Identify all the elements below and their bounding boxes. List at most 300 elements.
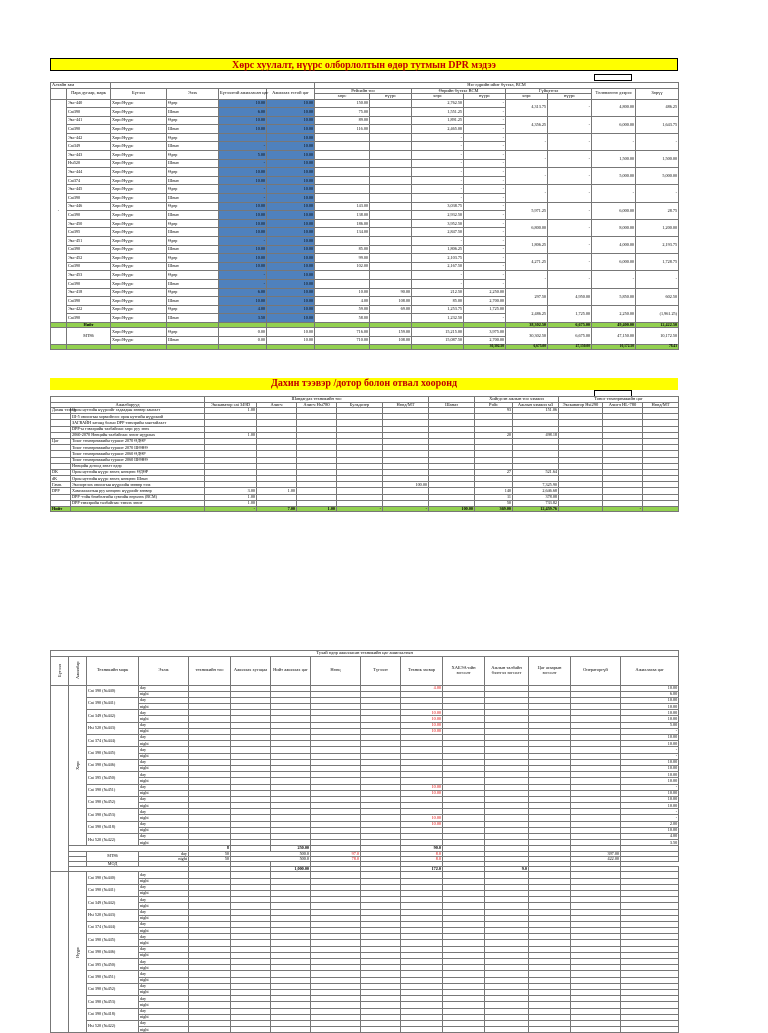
cell: 5,000.00 bbox=[636, 168, 679, 185]
cell: 2,646.68 bbox=[513, 488, 559, 494]
cell bbox=[361, 1027, 401, 1033]
cell: DPP-ы тэвхэрийн талбайгаас хөрс руу зөөх bbox=[71, 426, 205, 432]
cell: - bbox=[412, 133, 464, 142]
cell: 3,975.00 bbox=[464, 328, 506, 337]
cell: - bbox=[412, 142, 464, 151]
cell: Хөрс/Нүүрс bbox=[111, 168, 167, 177]
cell: - bbox=[636, 271, 679, 288]
sub-header: нүүрс bbox=[464, 94, 506, 100]
cell: 108.00 bbox=[370, 336, 412, 345]
cell: - bbox=[412, 194, 464, 203]
machine-name: Cat 395 (№450) bbox=[87, 959, 139, 971]
cell: Шөнө bbox=[167, 142, 219, 151]
cell bbox=[370, 194, 412, 203]
cell: 5,850.00 bbox=[592, 288, 636, 305]
cell: - bbox=[219, 279, 267, 288]
machine-name: Cat 395 (№450) bbox=[87, 772, 139, 784]
cell: 47,150.00 bbox=[592, 328, 636, 345]
col-header: Өөрийн бүтээл BCM bbox=[412, 88, 506, 94]
cell: - bbox=[383, 507, 429, 512]
cell: 143.00 bbox=[315, 202, 370, 211]
sub-header: нүүрс bbox=[548, 94, 592, 100]
cell: - bbox=[464, 151, 506, 160]
table-row bbox=[51, 99, 679, 108]
cell: - bbox=[464, 116, 506, 125]
rehaul-table bbox=[50, 396, 679, 512]
cell: 7,325.90 bbox=[513, 482, 559, 488]
cell: 1,643.75 bbox=[636, 116, 679, 133]
cell bbox=[370, 108, 412, 117]
cell: - bbox=[621, 784, 679, 790]
cell: - bbox=[636, 185, 679, 202]
shift: day bbox=[139, 996, 189, 1002]
cell: - bbox=[219, 194, 267, 203]
shift: day bbox=[139, 946, 189, 952]
cell: 4,800.00 bbox=[592, 99, 636, 116]
cell: Экс-422 bbox=[67, 305, 111, 314]
cell: Шөнө bbox=[167, 211, 219, 220]
cell: - bbox=[506, 185, 548, 202]
cell: Экспортлох овоолгын нүүрсийн зөөвөр тээх bbox=[71, 482, 205, 488]
cell: - bbox=[464, 99, 506, 108]
cell: Тохог төхөөрөмжийн туршлт 2070 ШӨНӨ bbox=[71, 445, 205, 451]
cell: 3.50 bbox=[219, 314, 267, 323]
cell: 2,103.75 bbox=[412, 254, 464, 263]
cell bbox=[315, 194, 370, 203]
cell: 500.0 bbox=[231, 851, 311, 856]
cell: 10.00 bbox=[267, 305, 315, 314]
cell bbox=[621, 1027, 679, 1033]
cell: 8 bbox=[189, 846, 231, 851]
machine-name: Cat 349 (№442) bbox=[87, 897, 139, 909]
cell: 7.00 bbox=[257, 507, 297, 512]
cell: 85.00 bbox=[315, 245, 370, 254]
cell: 10.00 bbox=[621, 685, 679, 691]
cell: 10.00 bbox=[315, 288, 370, 297]
shift: day bbox=[139, 759, 189, 765]
cell: Cat390 bbox=[67, 262, 111, 271]
cell: 10.00 bbox=[219, 219, 267, 228]
cell: - bbox=[464, 271, 506, 280]
cell: Экс-453 bbox=[67, 271, 111, 280]
cell: 10,172.50 bbox=[636, 328, 679, 345]
col-header: Ажиллагаа цаг bbox=[621, 656, 679, 685]
cell: 10.00 bbox=[219, 99, 267, 108]
cell: 10.00 bbox=[621, 735, 679, 741]
cell: 6,000.00 bbox=[592, 254, 636, 271]
cell: Хөрс/Нүүрс bbox=[111, 108, 167, 117]
cell: 3,952.50 bbox=[412, 219, 464, 228]
cell: 6,675.00 bbox=[506, 345, 548, 350]
shift: day bbox=[139, 971, 189, 977]
col-header: Цаг агаарын зогсолт bbox=[529, 656, 571, 685]
cell: 38,302.50 bbox=[506, 322, 548, 327]
cell bbox=[401, 1027, 443, 1033]
sub-header: нүүрс bbox=[370, 94, 412, 100]
cell: 10.00 bbox=[267, 159, 315, 168]
cell bbox=[443, 1027, 485, 1033]
cell: Хөрс/Нүүрс bbox=[111, 262, 167, 271]
cell: 733.82 bbox=[513, 500, 559, 506]
cell: Дахин тээвэр bbox=[52, 407, 76, 413]
cell bbox=[315, 151, 370, 160]
cell: 369.00 bbox=[475, 507, 513, 512]
cell: Хөрс/Нүүрс bbox=[111, 151, 167, 160]
cell: 10.00 bbox=[267, 125, 315, 134]
cell: 15,215.00 bbox=[412, 328, 464, 337]
cell bbox=[370, 271, 412, 280]
col-header: Техникийн марк bbox=[87, 656, 139, 685]
side-cell bbox=[51, 328, 67, 345]
cell: - bbox=[464, 211, 506, 220]
cell: Экс-442 bbox=[67, 133, 111, 142]
cell: 47,150.00 bbox=[548, 345, 592, 350]
cell: (1,961.25) bbox=[636, 305, 679, 322]
cell: - bbox=[464, 194, 506, 203]
cell: 10.00 bbox=[219, 297, 267, 306]
shift: day bbox=[139, 909, 189, 915]
cell: 10.00 bbox=[401, 722, 443, 728]
cell: 10.00 bbox=[621, 704, 679, 710]
side-cell: - bbox=[51, 99, 67, 322]
machine-name: Cat 374 (№444) bbox=[87, 921, 139, 933]
cell: Экс-452 bbox=[67, 254, 111, 263]
shift: night bbox=[139, 989, 189, 995]
cell bbox=[621, 856, 679, 861]
col-header: Шаназ bbox=[429, 402, 475, 408]
cell: - bbox=[592, 271, 636, 288]
cell: 10.00 bbox=[219, 228, 267, 237]
col-header: ХАБЭА-ийн зогсолт bbox=[443, 656, 485, 685]
cell: - bbox=[464, 228, 506, 237]
shift: night bbox=[139, 716, 189, 722]
cell: Орон нутгийн нүүрс зөөлт, нөөцөөс Шөнө bbox=[71, 476, 205, 482]
cell: 5.00 bbox=[621, 722, 679, 728]
shift: night bbox=[139, 790, 189, 796]
cell: 1,891.25 bbox=[412, 116, 464, 125]
cell: 250.00 bbox=[271, 846, 311, 851]
cell: 10.00 bbox=[267, 271, 315, 280]
cell: 500.0 bbox=[231, 856, 311, 861]
table-row bbox=[51, 185, 679, 194]
cell bbox=[231, 1027, 271, 1033]
cell: - bbox=[548, 237, 592, 254]
cell bbox=[315, 133, 370, 142]
cell: - bbox=[219, 237, 267, 246]
cell: Хөрс/Нүүрс bbox=[111, 219, 167, 228]
shift: day bbox=[139, 710, 189, 716]
cell: 8.0 bbox=[401, 851, 443, 856]
cell: 116.00 bbox=[315, 125, 370, 134]
cell: - bbox=[464, 202, 506, 211]
cell: 10.00 bbox=[621, 772, 679, 778]
shift: night bbox=[139, 753, 189, 759]
cell: 6,800.00 bbox=[506, 219, 548, 236]
cell: - bbox=[464, 142, 506, 151]
cell: 10.00 bbox=[267, 211, 315, 220]
shift: night bbox=[139, 827, 189, 833]
cell: 6.00 bbox=[621, 691, 679, 697]
cell: 28.75 bbox=[636, 202, 679, 219]
cell: 10.00 bbox=[267, 262, 315, 271]
shift: night bbox=[139, 928, 189, 934]
cell: 49,400.00 bbox=[592, 322, 636, 327]
cell: Шөнө bbox=[167, 108, 219, 117]
cell bbox=[51, 322, 67, 327]
cell: Өдөр bbox=[167, 185, 219, 194]
cell: 89.00 bbox=[315, 116, 370, 125]
cell: 138.00 bbox=[315, 211, 370, 220]
cell: 498.18 bbox=[513, 432, 559, 438]
cell: 2,167.50 bbox=[412, 262, 464, 271]
cell: Шөнө bbox=[167, 194, 219, 203]
cell: 75.00 bbox=[315, 108, 370, 117]
cell: 30,302.50 bbox=[506, 328, 548, 345]
cell: - bbox=[548, 202, 592, 219]
cell: - bbox=[621, 809, 679, 815]
cell bbox=[643, 507, 679, 512]
cell bbox=[271, 1027, 311, 1033]
cell: 10.00 bbox=[267, 245, 315, 254]
machine-name: Cat 390 (№446) bbox=[87, 946, 139, 958]
cell: Экс-440 bbox=[67, 99, 111, 108]
cell: 10.00 bbox=[401, 710, 443, 716]
cell: 10.00 bbox=[267, 185, 315, 194]
shift: day bbox=[139, 784, 189, 790]
cell: 2060-2070 Нөөцийн талбайгаас зөөлт нүүрлых bbox=[71, 432, 205, 438]
shift: day bbox=[139, 884, 189, 890]
cell: - bbox=[548, 168, 592, 185]
shift: night bbox=[139, 728, 189, 734]
cell: Хөрс/Нүүрс bbox=[111, 328, 167, 337]
cell: - bbox=[464, 125, 506, 134]
cell: Cat390 bbox=[67, 279, 111, 288]
cell: 0.00 bbox=[219, 336, 267, 345]
cell: Өдөр bbox=[167, 219, 219, 228]
table-row bbox=[51, 254, 679, 263]
shift: night bbox=[139, 778, 189, 784]
cell: Хөрс/Нүүрс bbox=[111, 99, 167, 108]
sub-header: хөрс bbox=[506, 94, 548, 100]
cell: Өдөр bbox=[167, 151, 219, 160]
table-row bbox=[51, 219, 679, 228]
cell bbox=[370, 159, 412, 168]
cell bbox=[51, 345, 67, 350]
cell: 108.00 bbox=[370, 297, 412, 306]
cell: 4,313.75 bbox=[506, 99, 548, 116]
cell: 100.00 bbox=[429, 507, 475, 512]
cell: 10.00 bbox=[267, 228, 315, 237]
cell: Өдөр bbox=[167, 168, 219, 177]
rehaul-title-banner: Дахин тээвэр /дотор болон отвал хооронд bbox=[50, 378, 678, 390]
cell: 20 bbox=[475, 432, 513, 438]
col-header: Элэх bbox=[167, 88, 219, 99]
section-label: Хөрс bbox=[69, 685, 87, 846]
cell bbox=[370, 345, 412, 350]
cell: 172.0 bbox=[401, 867, 443, 872]
cell: Нийт bbox=[67, 322, 111, 327]
cell: 212.50 bbox=[412, 288, 464, 297]
cell: Экс-443 bbox=[67, 151, 111, 160]
machine-name: Cat 390 (№445) bbox=[87, 934, 139, 946]
cell: Хөрс/Нүүрс bbox=[111, 159, 167, 168]
cell: Нөөцийн дотоод зөөлт өдөр bbox=[71, 463, 205, 469]
col-header: Нийт ажиллах цаг bbox=[271, 656, 311, 685]
cell bbox=[412, 345, 464, 350]
cell: 10.00 bbox=[219, 168, 267, 177]
cell: 10.00 bbox=[267, 336, 315, 345]
cell: 3.50 bbox=[621, 840, 679, 846]
cell: - bbox=[636, 133, 679, 150]
cell: 10.00 bbox=[267, 288, 315, 297]
cell: 10.00 bbox=[621, 803, 679, 809]
machine-name: Hsi 520 (№422) bbox=[87, 1020, 139, 1032]
cell: 2,250.00 bbox=[464, 288, 506, 297]
cell bbox=[370, 202, 412, 211]
cell: 6.00 bbox=[219, 288, 267, 297]
col-header: Бульдозер bbox=[337, 402, 383, 408]
cell bbox=[219, 133, 267, 142]
cell: Тохог төхөөрөмжийн туршлт 2070 ӨДӨР bbox=[71, 438, 205, 444]
cell: 4.00 bbox=[401, 685, 443, 691]
machine-name: Cat 390 (№453) bbox=[87, 809, 139, 821]
shift: day bbox=[139, 1020, 189, 1026]
cell: Экс-445 bbox=[67, 185, 111, 194]
cell: 0.00 bbox=[219, 328, 267, 337]
cell: 397.00 bbox=[571, 851, 621, 856]
cell: Cat390 bbox=[67, 125, 111, 134]
cell: 97.0 bbox=[311, 851, 361, 856]
cell: 4,356.25 bbox=[506, 116, 548, 133]
cell: 10.00 bbox=[267, 133, 315, 142]
cell: Хөрс/Нүүрс bbox=[111, 176, 167, 185]
cell: - bbox=[464, 159, 506, 168]
cell: - bbox=[506, 271, 548, 288]
cell: 6,675.00 bbox=[548, 328, 592, 345]
table-row bbox=[51, 1027, 679, 1033]
cell: 99.00 bbox=[315, 254, 370, 263]
cell: Хөрс/Нүүрс bbox=[111, 133, 167, 142]
col-header: Ачигч Hsi780 bbox=[297, 402, 337, 408]
cell: 3.00 bbox=[205, 488, 257, 494]
cell: 2,762.50 bbox=[412, 99, 464, 108]
cell bbox=[370, 142, 412, 151]
t2-header-1: Шавдагдах техникийн тоо bbox=[205, 397, 429, 403]
cell: 4,950.00 bbox=[548, 288, 592, 305]
cell: Шөнө bbox=[167, 176, 219, 185]
machine-name: Cat 390 (№418) bbox=[87, 1008, 139, 1020]
cell: 59.00 bbox=[315, 305, 370, 314]
cell: Шөнө bbox=[167, 279, 219, 288]
cell bbox=[370, 262, 412, 271]
col-header: Операторгүй bbox=[571, 656, 621, 685]
cell bbox=[311, 1027, 361, 1033]
shift: day bbox=[139, 722, 189, 728]
cell: 50 bbox=[189, 856, 231, 861]
cell: - bbox=[337, 507, 383, 512]
cell: 1.00 bbox=[205, 500, 257, 506]
cell bbox=[315, 279, 370, 288]
cell: 5.00 bbox=[219, 151, 267, 160]
cell: 2,250.00 bbox=[592, 305, 636, 322]
cell: 10.00 bbox=[621, 710, 679, 716]
col-header: Ажлын хэмжээ м3 bbox=[513, 402, 559, 408]
col-header: Пара дугаар, марк bbox=[67, 88, 111, 99]
machine-name: Cat 374 (№444) bbox=[87, 735, 139, 747]
cell: - bbox=[548, 219, 592, 236]
col-header: Төлөвлөгөө дээрээ bbox=[592, 88, 636, 99]
cell: 10.00 bbox=[621, 759, 679, 765]
shift: night bbox=[139, 741, 189, 747]
cell: 10.00 bbox=[401, 821, 443, 827]
table-row bbox=[51, 305, 679, 314]
table-row bbox=[51, 168, 679, 177]
cell: DPP тэвхэрийн талбайгаас тэвхэх зөөлт bbox=[71, 500, 205, 506]
cell: - bbox=[412, 151, 464, 160]
cell bbox=[370, 314, 412, 323]
shift: night bbox=[139, 691, 189, 697]
cell: 2,700.00 bbox=[464, 297, 506, 306]
cell: 50 bbox=[475, 500, 513, 506]
cell bbox=[167, 345, 219, 350]
cell: 6,000.00 bbox=[592, 202, 636, 219]
cell: 10.00 bbox=[267, 279, 315, 288]
t2-header-3: Тоног төхөөрөмжийн цаг bbox=[559, 397, 679, 403]
cell: 10,172.50 bbox=[592, 345, 636, 350]
cell: - bbox=[548, 99, 592, 116]
shift: night bbox=[139, 815, 189, 821]
cell: 2,193.75 bbox=[636, 237, 679, 254]
cell: 10.00 bbox=[621, 827, 679, 833]
cell bbox=[189, 1027, 231, 1033]
shift: day bbox=[139, 772, 189, 778]
cell bbox=[370, 176, 412, 185]
shift: day bbox=[139, 821, 189, 827]
shift: day bbox=[139, 834, 189, 840]
cell: 10.00 bbox=[401, 790, 443, 796]
cell: 2,847.50 bbox=[412, 228, 464, 237]
table-row bbox=[51, 202, 679, 211]
cell: Хөрс/Нүүрс bbox=[111, 336, 167, 345]
cell: 186.00 bbox=[315, 219, 370, 228]
cell bbox=[370, 99, 412, 108]
cell: Цаг bbox=[51, 438, 71, 444]
cell: 4,000.00 bbox=[592, 237, 636, 254]
cell: Шөнө bbox=[167, 262, 219, 271]
cell: 10.00 bbox=[267, 151, 315, 160]
cell: Хөрс/Нүүрс bbox=[111, 297, 167, 306]
shift: day bbox=[139, 872, 189, 878]
table-row bbox=[51, 271, 679, 280]
cell: Экс-450 bbox=[67, 219, 111, 228]
cell: 78.0 bbox=[311, 856, 361, 861]
col-header: Ээлж bbox=[139, 656, 189, 685]
cell bbox=[370, 133, 412, 142]
cell: Хөрс/Нүүрс bbox=[111, 254, 167, 263]
cell: 486.25 bbox=[636, 99, 679, 116]
shift: night bbox=[139, 1014, 189, 1020]
col-header: Түгээлт bbox=[361, 656, 401, 685]
cell: - bbox=[412, 176, 464, 185]
cell: Cat390 bbox=[67, 297, 111, 306]
shift: night bbox=[139, 765, 189, 771]
mt-row bbox=[51, 328, 679, 337]
cell: 10.00 bbox=[267, 219, 315, 228]
cell: 10.00 bbox=[267, 254, 315, 263]
cell: - bbox=[548, 133, 592, 150]
cell: Шөнө bbox=[167, 314, 219, 323]
cell: Шөнө bbox=[167, 228, 219, 237]
